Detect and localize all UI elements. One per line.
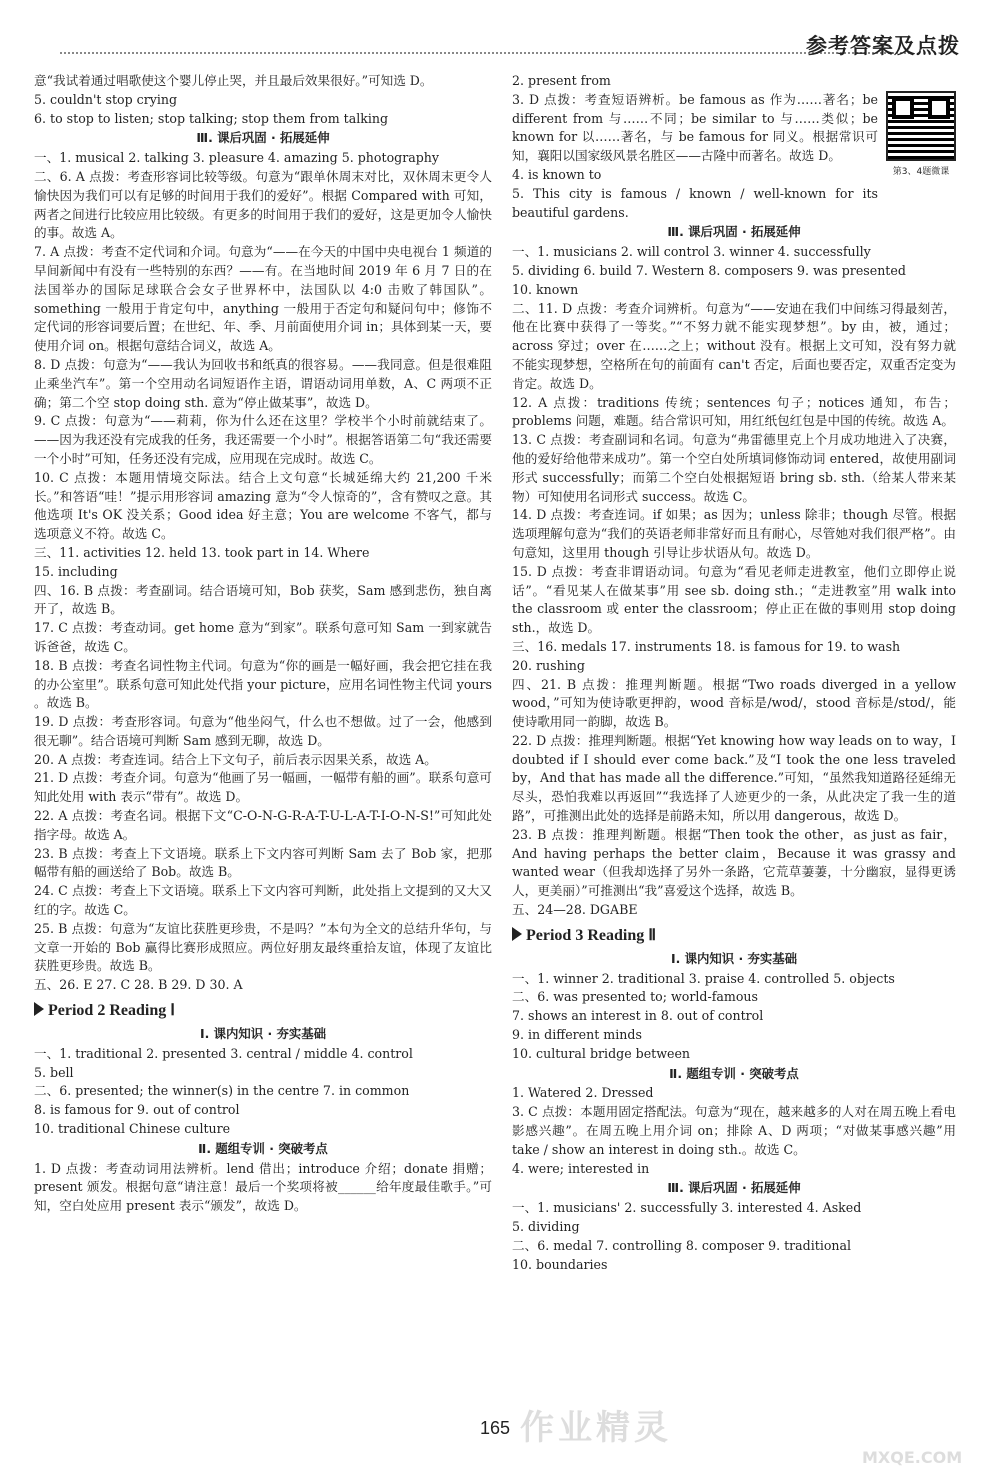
answer-text: 18. B 点拨：考查名词性物主代词。句意为“你的画是一幅好画，我会把它挂在我的办公室里”。联系句意可知此处代指 your picture，应用名词性物主代词 yours 。故选 B。 bbox=[34, 657, 492, 711]
answer-text: 20. rushing bbox=[512, 657, 585, 673]
watermark: 作业精灵 bbox=[520, 1408, 672, 1448]
answer-text: 一、1. winner 2. traditional 3. praise 4. controlled 5. objects bbox=[512, 970, 895, 986]
answer-text: 8. D 点拨：句意为“——我认为回收书和纸真的很容易。——我同意。但是很难阻止乘坐汽车”。第一个空用动名词短语作主语，谓语动词用单数，A、C 两项不正确；第二个空 stop doing sth. 意为“停止做某事”，故选 D。 bbox=[34, 356, 492, 410]
answer-text: 一、1. musicians 2. will control 3. winner 4. successfully bbox=[512, 244, 871, 260]
answer-text: 19. D 点拨：考查形容词。句意为“他坐闷气，什么也不想做。过了一会，他感到很无聊”。结合语境可判断 Sam 感到无聊，故选 D。 bbox=[34, 714, 492, 748]
answer-text: 5. dividing 6. build 7. Western 8. composers 9. was presented bbox=[512, 262, 906, 278]
left-column bbox=[34, 72, 492, 1216]
answer-text: 二、11. D 点拨：考查介词辨析。句意为“——安迪在我们中间练习得最刻苦，他在比赛中获得了一等奖。”“不努力就不能实现梦想”。by 由，被，通过；across 穿过；over 在……之上；without 没有。根据上文可知，没有努力就不能实现梦想，空格所在句的前面有 can't 否定，后面也要否定，双重否定变为肯定。故选 D。 bbox=[512, 300, 956, 391]
answer-text: 四、21. B 点拨：推理判断题。根据“Two roads diverged in a yellow wood，”可知为使诗歌更押韵，wood 音标是/wʊd/，stood 音标是/stʊd/，能使诗歌用同一韵脚，故选 B。 bbox=[512, 676, 956, 730]
header-title: 参考答案及点拨 bbox=[806, 33, 960, 58]
page-header bbox=[0, 0, 1000, 70]
answer-text: 25. B 点拨：句意为“友谊比获胜更珍贵，不是吗？”本句为全文的总结升华句，与文章一开始的 Bob 赢得比赛形成照应。两位好朋友最终重拾友谊，体现了友谊比获胜更珍贵。故选 B。 bbox=[34, 920, 492, 974]
answer-text: 10. known bbox=[512, 281, 579, 297]
answer-text: 四、16. B 点拨：考查副词。结合语境可知，Bob 获奖，Sam 感到悲伤，独自离开了，故选 B。 bbox=[34, 582, 492, 617]
section-heading: Ⅲ. 课后巩固 · 拓展延伸 bbox=[196, 130, 330, 146]
section-heading: Ⅱ. 题组专训 · 突破考点 bbox=[669, 1065, 799, 1081]
answer-text: 15. D 点拨：考查非谓语动词。句意为“看见老师走进教室，他们立即停止说话”。“看见某人在做某事”用 see sb. doing sth.；“走进教室”用 walk into the classroom 或 enter the classroom；停止正在做的事则用 stop doing sth.，故选 D。 bbox=[512, 563, 956, 636]
answer-text: 五、24—28. DGABE bbox=[512, 902, 638, 918]
answer-text: 五、26. E 27. C 28. B 29. D 30. A bbox=[34, 977, 243, 993]
answer-text: 23. B 点拨：考查上下文语境。联系上下文内容可判断 Sam 去了 Bob 家，把那幅带有船的画送给了 Bob。故选 B。 bbox=[34, 845, 492, 880]
answer-text: 14. D 点拨：考查连词。if 如果；as 因为；unless 除非；though 尽管。根据选项理解句意为“我们的英语老师非常好而且有耐心，尽管她对我们很严格”。由句意知，这里用 though 引导让步状语从句。故选 D。 bbox=[512, 507, 956, 560]
section-heading: Ⅱ. 题组专训 · 突破考点 bbox=[198, 1140, 328, 1156]
answer-text: 二、6. presented; the winner(s) in the centre 7. in common bbox=[34, 1083, 410, 1099]
answer-text: 二、6. medal 7. controlling 8. composer 9. traditional bbox=[512, 1237, 852, 1253]
answer-text: 10. C 点拨：本题用情境交际法。结合上文句意“长城延绵大约 21,200 千米长。”和答语“哇！”提示用形容词 amazing 意为“令人惊奇的”，含有赞叹之意。其他选项 It's OK 没关系；Good idea 好主意；You are welcome 不客气，都与选项意义不符。故选 C。 bbox=[34, 469, 492, 542]
answer-text: 5. This city is famous / known / well-known for its beautiful gardens. bbox=[512, 185, 878, 220]
answer-text: 7. A 点拨：考查不定代词和介词。句意为“——在今天的中国中央电视台 1 频道的早间新闻中有没有一些特别的东西？——有。在当地时间 2019 年 6 月 7 日的在法国举办的国际足球联合会女子世界杯中，法国队以 4:0 击败了韩国队”。something 一般用于肯定句中，anything 一般用于否定句和疑问句中；修饰不定代词的形容词要后置；在世纪、年、季、月前面使用介词 in；具体到某一天，要使用介词 on。根据句意结合词义，故选 A。 bbox=[34, 244, 492, 354]
answer-text: 21. D 点拨：考查介词。句意为“他画了另一幅画，一幅带有船的画”。联系句意可知此处用 with 表示“带有”。故选 D。 bbox=[34, 770, 492, 805]
answer-text: 5. dividing bbox=[512, 1219, 580, 1235]
answer-text: 9. in different minds bbox=[512, 1027, 642, 1043]
section-heading: Ⅰ. 课内知识 · 夯实基础 bbox=[670, 950, 798, 966]
answer-text: 20. A 点拨：考查连词。结合上下文句子，前后表示因果关系，故选 A。 bbox=[34, 751, 437, 767]
answer-text: 22. D 点拨：推理判断题。根据“Yet knowing how way leads on to way，I doubted if I should ever come back.”及“I took the one less traveled by，And that has made all the difference.”可知，“虽然我知道路径延绵无尽头，恐怕我难以再返回”“我选择了人迹更少的一条，从此决定了我一生的道路”，可推测出此处的选择是前路未知，所以用 dangerous，故选 D。 bbox=[512, 732, 956, 824]
answer-text: 3. C 点拨：本题用固定搭配法。句意为“现在，越来越多的人对在周五晚上看电影感兴趣”。在周五晚上用介词 on；排除 A、D 两项；“对做某事感兴趣”用 take / show an interest in doing sth.。故选 C。 bbox=[512, 1104, 956, 1157]
answer-text: 1. Watered 2. Dressed bbox=[512, 1085, 654, 1101]
answer-text: 三、16. medals 17. instruments 18. is famous for 19. to wash bbox=[512, 638, 901, 654]
page-number: 165 bbox=[480, 1418, 511, 1438]
triangle-icon bbox=[512, 927, 522, 941]
answer-text: 2. present from bbox=[512, 73, 611, 88]
answer-text: 12. A 点拨：traditions 传统；sentences 句子；notices 通知，布告；problems 问题，难题。结合常识可知，用红纸包红包是中国的传统。故选 A。 bbox=[512, 394, 956, 429]
right-column bbox=[512, 72, 956, 1274]
qr-caption: 第3、4题微课 bbox=[892, 166, 950, 177]
answer-text: 二、6. A 点拨：考查形容词比较等级。句意为“跟单休周末对比，双休周末更令人愉快因为我们可以有足够的时间用于我们的爱好”。根据 Compared with 可知，两者之间进行比较应用比较级。有更多的时间用于我们的爱好，这是更加令人愉快的事。故选 A。 bbox=[34, 168, 492, 241]
answer-text: 5. bell bbox=[34, 1064, 74, 1080]
section-heading: Ⅲ. 课后巩固 · 拓展延伸 bbox=[667, 224, 801, 240]
answer-text: 24. C 点拨：考查上下文语境。联系上下文内容可判断，此处指上文提到的又大又红的字。故选 C。 bbox=[34, 883, 492, 918]
answer-text: 一、1. musical 2. talking 3. pleasure 4. amazing 5. photography bbox=[34, 150, 440, 166]
answer-text: 6. to stop to listen; stop talking; stop them from talking bbox=[34, 110, 389, 126]
answer-text: 15. including bbox=[34, 563, 118, 579]
header-divider bbox=[60, 52, 910, 54]
period-heading bbox=[512, 924, 956, 948]
answer-text: 4. is known to bbox=[512, 166, 602, 182]
answer-text: 3. D 点拨：考查短语辨析。be famous as 作为……著名；be different from 与……不同；be similar to 与……类似；be known for 以……著名，与 be famous for 同义。根据常识可知，襄阳以国家级风景名胜区——古隆中而著名。故选 D。 bbox=[512, 91, 878, 164]
triangle-icon bbox=[34, 1002, 44, 1016]
answer-text: 1. D 点拨：考查动词用法辨析。lend 借出；introduce 介绍；donate 捐赠；present 颁发。根据句意“请注意！最后一个奖项将被______给年度最佳歌手。”可知，空白处应用 present 表示“颁发”，故选 D。 bbox=[34, 1160, 492, 1214]
answer-text: 17. C 点拨：考查动词。get home 意为“到家”。联系句意可知 Sam 一到家就告诉爸爸，故选 C。 bbox=[34, 620, 492, 654]
answer-text: 9. C 点拨：句意为“——莉莉，你为什么还在这里？学校半个小时前就结束了。——因为我还没有完成我的任务，我还需要一个小时”。根据答语第二句“我还需要一个小时”可知，任务还没有完成，应用现在完成时。故选 C。 bbox=[34, 413, 492, 466]
answer-text: 二、6. was presented to; world-famous bbox=[512, 989, 758, 1005]
period-title: Period 2 Reading Ⅰ bbox=[48, 1002, 175, 1020]
answer-text: 4. were; interested in bbox=[512, 1160, 650, 1176]
qr-code[interactable] bbox=[886, 91, 956, 182]
answer-text: 三、11. activities 12. held 13. took part in 14. Where bbox=[34, 544, 370, 560]
answer-text: 5. couldn't stop crying bbox=[34, 91, 178, 107]
section-heading: Ⅰ. 课内知识 · 夯实基础 bbox=[199, 1026, 327, 1042]
answer-text: 一、1. traditional 2. presented 3. central / middle 4. control bbox=[34, 1045, 413, 1061]
qr-code-icon bbox=[886, 91, 956, 161]
answer-text: 10. traditional Chinese culture bbox=[34, 1121, 231, 1137]
answer-text: 意“我试着通过唱歌使这个婴儿停止哭，并且最后效果很好。”可知选 D。 bbox=[34, 73, 433, 88]
answer-text: 10. cultural bridge between bbox=[512, 1045, 691, 1061]
answer-text: 23. B 点拨：推理判断题。根据“Then took the other，as just as fair，And having perhaps the better claim，Because it was grassy and wanted wear（但我却选择了另外一条路，它荒草萋萋，十分幽寂，显得更诱人，更美丽）”可推测出“我”喜爱这个选择，故选 B。 bbox=[512, 826, 956, 899]
answer-text: 一、1. musicians' 2. successfully 3. interested 4. Asked bbox=[512, 1200, 862, 1216]
answer-text: 22. A 点拨：考查名词。根据下文“C-O-N-G-R-A-T-U-L-A-T-I-O-N-S!”可知此处指字母。故选 A。 bbox=[34, 808, 492, 842]
answer-text: 10. boundaries bbox=[512, 1256, 608, 1272]
watermark-site: MXQE.COM bbox=[862, 1448, 963, 1467]
section-heading: Ⅲ. 课后巩固 · 拓展延伸 bbox=[667, 1180, 801, 1196]
answer-text: 8. is famous for 9. out of control bbox=[34, 1102, 240, 1118]
answer-text: 13. C 点拨：考查副词和名词。句意为“弗雷德里克上个月成功地进入了决赛，他的爱好给他带来成功”。第一个空白处所填词修饰动词 entered，故使用副词形式 successfully；而第二个空白处根据短语 bring sb. sth.（给某人带来某物）可知使用名词形式 success。故选 C。 bbox=[512, 432, 956, 504]
period-title: Period 3 Reading Ⅱ bbox=[526, 926, 657, 944]
answer-text: 7. shows an interest in 8. out of control bbox=[512, 1008, 764, 1024]
period-heading bbox=[34, 999, 492, 1023]
